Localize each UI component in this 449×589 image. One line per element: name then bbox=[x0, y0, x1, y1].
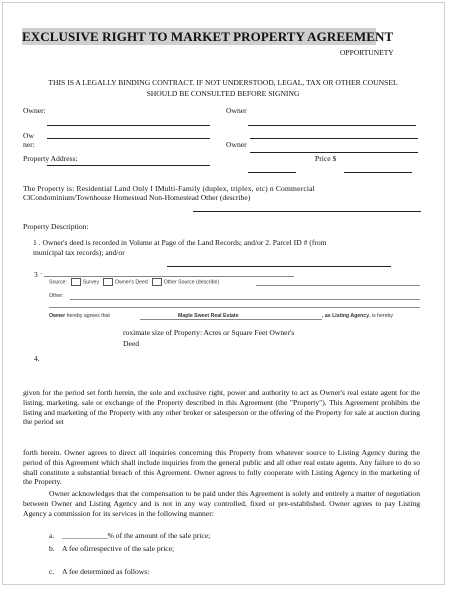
ner-label: ner: bbox=[23, 140, 35, 149]
property-type-line-1: The Property is: Residential Land Only I IMulti-Family (duplex, triplex, etc) n Commercial bbox=[23, 184, 315, 193]
property-address-label: Property Address: bbox=[23, 154, 78, 163]
property-description-label: Property Description: bbox=[23, 222, 89, 231]
price-line-a[interactable] bbox=[248, 172, 296, 173]
option-a-letter: a. bbox=[49, 531, 55, 540]
price-label: Price $ bbox=[315, 154, 337, 163]
agency-owner-word: Owner bbox=[49, 313, 66, 319]
other-source-option: Other Source bbox=[163, 279, 195, 286]
blank-line[interactable] bbox=[49, 307, 420, 308]
ow-label: Ow bbox=[23, 131, 34, 140]
owner-label-left: Owner: bbox=[23, 106, 46, 115]
paragraph-inquiries: forth herein. Owner agrees to direct all inquiries concerning this Property from whatever source to Listing Agency during the period of this Agreement which shall include inquiries from the general public and all other real estate agents. Any failure to do so shall constitute a substantial breach of this Agreement. Owner agrees to fully cooperate with Listing Agency in the marketing of the Property. bbox=[23, 448, 420, 487]
property-type-line-2: ClCondominium/Townhouse Homestead Non-Homestead Other (describe) bbox=[23, 193, 251, 202]
owner-line-left-2[interactable] bbox=[47, 138, 210, 139]
price-line-b[interactable] bbox=[344, 172, 412, 173]
agency-row bbox=[49, 313, 110, 319]
notice-line-2: SHOULD BE CONSULTED BEFORE SIGNING bbox=[146, 89, 300, 98]
item-1-line-1: 1 . Owner's deed is recorded in Volume at Page of the Land Records; and/or 2. Parcel ID # (from bbox=[33, 238, 327, 247]
is-hereby: , is hereby bbox=[369, 313, 394, 319]
survey-checkbox[interactable] bbox=[71, 278, 81, 286]
owners-deed-checkbox[interactable] bbox=[103, 278, 113, 286]
agency-name-line[interactable] bbox=[140, 319, 322, 320]
document-title: EXCLUSIVE RIGHT TO MARKET PROPERTY AGREEMENT bbox=[22, 29, 394, 44]
option-b-text: A fee ofirrespective of the sale price; bbox=[62, 544, 175, 553]
option-a-text: ____________% of the amount of the sale price; bbox=[62, 531, 211, 540]
item-3-line[interactable] bbox=[44, 276, 294, 277]
owners-deed-option: Owner's Deed bbox=[115, 279, 148, 286]
owner-signature-line-right[interactable] bbox=[248, 125, 416, 126]
source-row bbox=[49, 278, 219, 286]
paragraph-exclusive-right: given for the period set forth herein, the sole and exclusive right, power and authority to act as Owner's real estate agent for the listing, marketing, sale or exchange of the Property described in this Agreement (the "Property"). This Agreement prohibits the listing and marketing of the Property with any other broker or salesperson or the offering of the Property for sale at auction during the period set bbox=[23, 388, 420, 427]
other-line[interactable] bbox=[70, 299, 420, 300]
item-3-dot: · bbox=[40, 270, 43, 278]
approx-size-line-1: roximate size of Property: Acres or Square Feet Owner's bbox=[123, 328, 295, 337]
item-1-line-2: municipal tax records); and/or bbox=[33, 248, 125, 257]
owner-line-right-2[interactable] bbox=[250, 138, 418, 139]
survey-option: Survey bbox=[82, 279, 100, 286]
as-listing-agency: , as Listing Agency bbox=[322, 313, 370, 319]
item-3-number: 3 bbox=[34, 270, 38, 279]
tax-record-line[interactable] bbox=[167, 266, 391, 267]
other-source-checkbox[interactable] bbox=[152, 278, 162, 286]
document-subtitle: OPPORTUNETY bbox=[340, 48, 394, 57]
agency-name: Maple Sweet Real Estate bbox=[178, 313, 239, 319]
agency-tail bbox=[322, 313, 393, 319]
option-b-letter: b. bbox=[49, 544, 55, 553]
approx-size-line-2: Deed bbox=[123, 339, 140, 348]
option-c-text: A fee determined as follows: bbox=[62, 567, 150, 576]
paragraph-compensation: Owner acknowledges that the compensation to be paid under this Agreement is solely and entirely a matter of negotiation between Owner and Listing Agency and is not in any way controlled, fixed or pre-established. Owner agrees to pay Listing Agency a commission for its services in the following manner: bbox=[23, 489, 420, 518]
source-label: Source: bbox=[49, 279, 67, 286]
describe-label: (describe) bbox=[196, 279, 220, 286]
owner-label-right: Owner bbox=[226, 106, 247, 115]
item-4-number: 4. bbox=[34, 354, 40, 363]
property-address-line[interactable] bbox=[47, 165, 210, 166]
owner-signature-line-left[interactable] bbox=[47, 125, 210, 126]
owner-label-right-2: Owner bbox=[226, 140, 247, 149]
other-label: Other: bbox=[49, 293, 64, 299]
owner-line-right-3[interactable] bbox=[250, 152, 418, 153]
notice-line-1: THIS IS A LEGALLY BINDING CONTRACT. IF NOT UNDERSTOOD, LEGAL, TAX OR OTHER COUNSEL bbox=[48, 78, 398, 87]
option-c-letter: c. bbox=[49, 567, 55, 576]
source-describe-line[interactable] bbox=[256, 285, 420, 286]
agency-hereby: hereby agrees that bbox=[66, 313, 110, 319]
other-describe-line[interactable] bbox=[193, 211, 421, 212]
